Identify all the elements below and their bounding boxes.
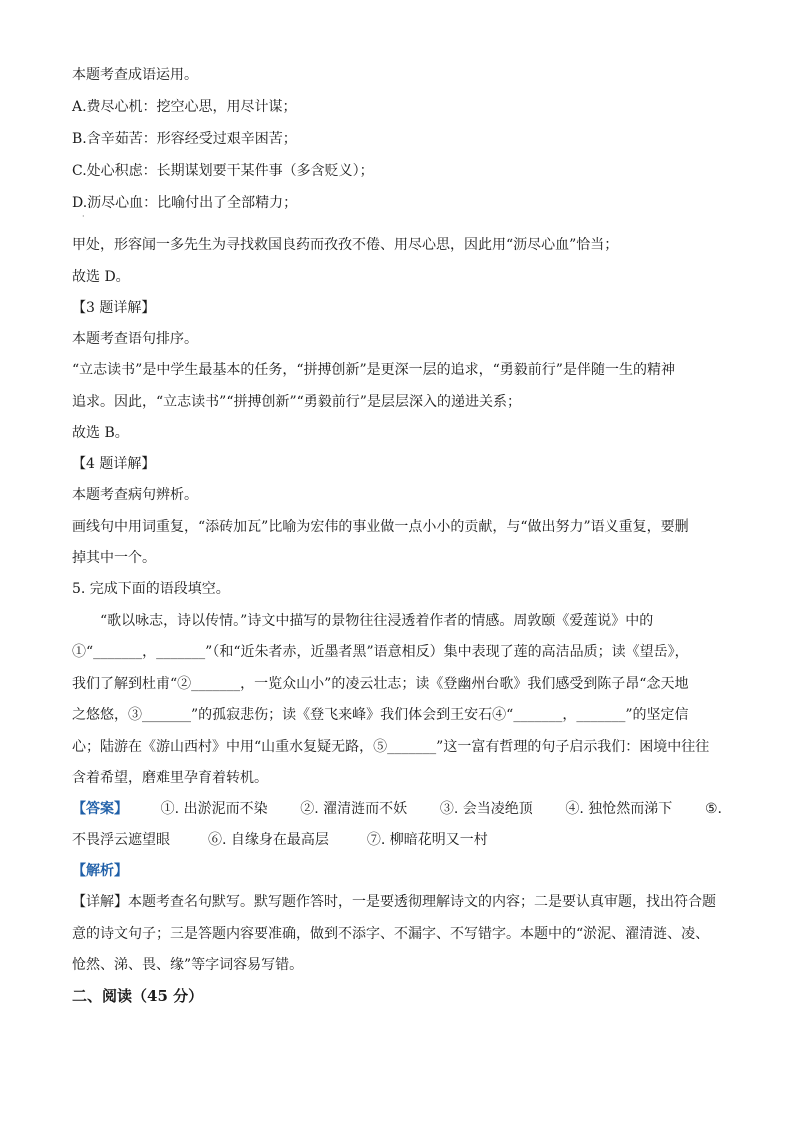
option-a: A.费尽心机：挖空心思，用尽计谋； xyxy=(72,99,297,115)
paragraph: “立志读书”是中学生最基本的任务，“拼搏创新”是更深一层的追求，“勇毅前行”是伴随一生的精神 xyxy=(72,362,675,378)
answer-item: ④. 独怆然而涕下 xyxy=(565,801,673,817)
stray-dot: · xyxy=(82,212,85,221)
paragraph: 本题考查成语运用。 xyxy=(72,67,198,83)
answer-item: ②. 濯清涟而不妖 xyxy=(300,801,408,817)
paragraph: 意的诗文句子；三是答题内容要准确，做到不添字、不漏字、不写错字。本题中的“淤泥、濯清涟、凌、 xyxy=(72,926,710,942)
answer-row xyxy=(72,800,722,818)
answer-item: ⑦. 柳暗花明又一村 xyxy=(366,832,488,848)
paragraph: “歌以咏志，诗以传情。”诗文中描写的景物往往浸透着作者的情感。周敦颐《爱莲说》中的 xyxy=(100,613,654,629)
paragraph: 故选 B。 xyxy=(72,425,129,441)
paragraph: ①“_______，_______”（和“近朱者赤，近墨者黑”语意相反）集中表现了莲的高洁品质；读《望岳》， xyxy=(72,644,689,660)
paragraph: 含着希望，磨难里孕育着转机。 xyxy=(72,770,268,786)
section-heading: 【3 题详解】 xyxy=(72,300,156,316)
paragraph: 甲处，形容闻一多先生为寻找救国良药而孜孜不倦、用尽心思，因此用“沥尽心血”恰当； xyxy=(72,237,619,253)
section-title: 二、阅读（45 分） xyxy=(72,987,204,1005)
analysis-label: 【解析】 xyxy=(72,863,128,879)
answer-item: 不畏浮云遮望眼 xyxy=(72,832,170,848)
answer-item: ①. 出淤泥而不染 xyxy=(160,801,268,817)
paragraph: 我们了解到杜甫“②_______，一览众山小”的凌云壮志；读《登幽州台歌》我们感受到陈子昂“念天地 xyxy=(72,676,689,692)
answer-item: ⑤. xyxy=(704,801,722,817)
paragraph: 画线句中用词重复，“添砖加瓦”比喻为宏伟的事业做一点小小的贡献，与“做出努力”语义重复，要删 xyxy=(72,519,689,535)
option-d: D.沥尽心血：比喻付出了全部精力； xyxy=(72,195,298,211)
paragraph: 本题考查语句排序。 xyxy=(72,331,198,347)
section-heading: 【4 题详解】 xyxy=(72,456,156,472)
answer-item: ⑥. 自缘身在最高层 xyxy=(208,832,329,848)
answer-label: 【答案】 xyxy=(72,801,128,817)
paragraph: 掉其中一个。 xyxy=(72,550,156,566)
option-c: C.处心积虑：长期谋划要干某件事（多含贬义）； xyxy=(72,163,374,179)
question-title: 5. 完成下面的语段填空。 xyxy=(72,581,230,597)
paragraph: 【详解】本题考查名句默写。默写题作答时，一是要透彻理解诗文的内容；二是要认真审题，找出符合题 xyxy=(72,894,716,910)
paragraph: 故选 D。 xyxy=(72,269,130,285)
answer-item: ③. 会当凌绝顶 xyxy=(439,801,533,817)
option-b: B.含辛茹苦：形容经受过艰辛困苦； xyxy=(72,131,297,147)
paragraph: 怆然、涕、畏、缘”等字词容易写错。 xyxy=(72,957,304,973)
paragraph: 追求。因此，“立志读书”“拼搏创新”“勇毅前行”是层层深入的递进关系； xyxy=(72,394,521,410)
paragraph: 心；陆游在《游山西村》中用“山重水复疑无路，⑤_______”这一富有哲理的句子启示我们：困境中往往 xyxy=(72,739,710,755)
paragraph: 本题考查病句辨析。 xyxy=(72,487,198,503)
answer-row xyxy=(72,831,488,849)
paragraph: 之悠悠，③_______”的孤寂悲伤；读《登飞来峰》我们体会到王安石④“_______，_______”的坚定信 xyxy=(72,707,689,723)
